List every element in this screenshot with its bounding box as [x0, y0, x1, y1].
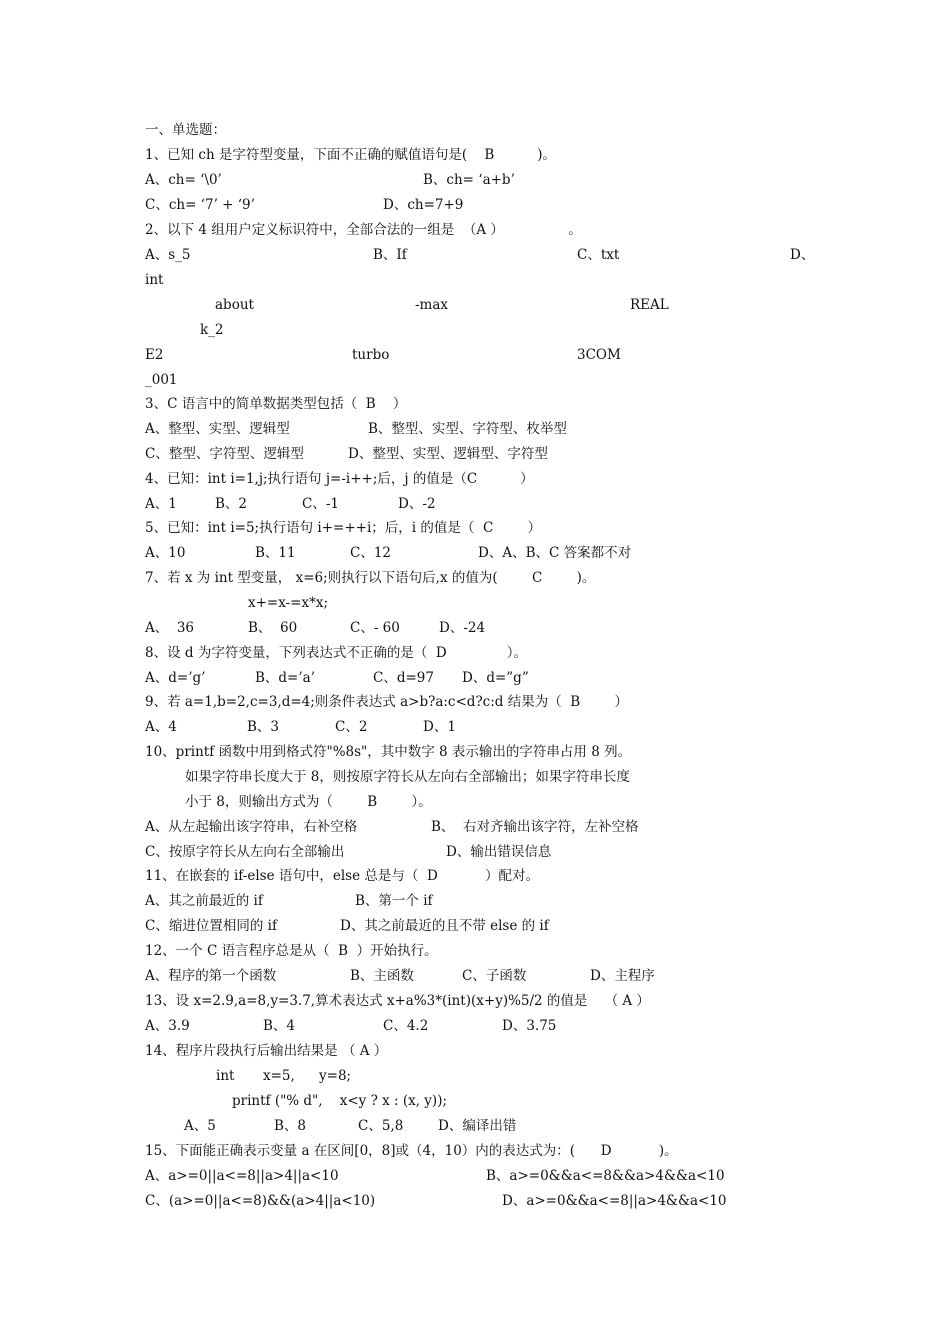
question-4-option: A、1 — [145, 496, 177, 512]
question-1-option-b: B、ch= ‘a+b’ — [423, 172, 515, 188]
question-14-option: B、8 — [274, 1118, 307, 1134]
question-5-option: C、12 — [350, 545, 392, 561]
question-13-option: D、3.75 — [502, 1018, 557, 1034]
question-9-option: C、2 — [335, 719, 368, 735]
question-15-option-a: A、a>=0||a<=8||a>4||a<10 — [145, 1168, 339, 1184]
question-11-option-d: D、其之前最近的且不带 else 的 if — [340, 918, 549, 934]
question-10-option-b: B、 右对齐输出该字符，左补空格 — [431, 819, 639, 835]
question-2-cell: _001 — [145, 372, 178, 388]
question-14-stem: 14、程序片段执行后输出结果是 （ A ） — [145, 1043, 388, 1059]
question-3-option-a: A、整型、实型、逻辑型 — [145, 421, 290, 437]
question-4-option: C、-1 — [302, 496, 339, 512]
question-2-cell: turbo — [352, 347, 390, 363]
question-12-option: D、主程序 — [590, 968, 655, 984]
question-7-option: B、 60 — [248, 620, 298, 636]
question-9-stem: 9、若 a=1,b=2,c=3,d=4;则条件表达式 a>b?a:c<d?c:d 结果为（ B ） — [145, 694, 629, 710]
question-14-code: y=8; — [319, 1068, 352, 1084]
question-13-option: B、4 — [263, 1018, 296, 1034]
question-7-code: x+=x-=x*x; — [248, 595, 329, 611]
question-10-option-a: A、从左起输出该字符串，右补空格 — [145, 819, 358, 835]
question-4-option: B、2 — [215, 496, 248, 512]
question-11-option-a: A、其之前最近的 if — [145, 893, 263, 909]
section-title: 一、单选题： — [145, 122, 226, 138]
question-14-code: x=5, — [263, 1068, 295, 1084]
question-2-cell: B、If — [373, 247, 407, 263]
question-14-code: printf ("% d", x<y ? x : (x, y)); — [232, 1093, 448, 1109]
question-5-stem: 5、已知：int i=5;执行语句 i+=++i；后，i 的值是（ C ） — [145, 520, 542, 536]
question-10-option-d: D、输出错误信息 — [446, 844, 552, 860]
question-14-option: A、5 — [184, 1118, 216, 1134]
question-9-option: A、4 — [145, 719, 177, 735]
question-7-option: A、 36 — [145, 620, 195, 636]
question-3-option-c: C、整型、字符型、逻辑型 — [145, 446, 304, 462]
question-15-stem: 15、下面能正确表示变量 a 在区间[0，8]或（4，10）内的表达式为：( D )。 — [145, 1143, 678, 1159]
question-2-stem: 2、以下 4 组用户定义标识符中，全部合法的一组是 （A ） 。 — [145, 222, 582, 238]
question-9-option: D、1 — [423, 719, 456, 735]
question-1-stem: 1、已知 ch 是字符型变量，下面不正确的赋值语句是( B )。 — [145, 147, 556, 163]
question-3-stem: 3、C 语言中的简单数据类型包括（ B ） — [145, 396, 407, 412]
question-5-option: B、11 — [255, 545, 296, 561]
question-14-option: C、5,8 — [358, 1118, 404, 1134]
question-2-cell: C、txt — [577, 247, 620, 263]
question-9-option: B、3 — [247, 719, 280, 735]
question-8-stem: 8、设 d 为字符变量，下列表达式不正确的是（ D ）。 — [145, 645, 528, 661]
question-2-cell: REAL — [630, 297, 669, 313]
question-15-option-c: C、(a>=0||a<=8)&&(a>4||a<10) — [145, 1193, 376, 1209]
question-2-cell: A、s_5 — [145, 247, 191, 263]
question-15-option-b: B、a>=0&&a<=8&&a>4&&a<10 — [486, 1168, 725, 1184]
question-2-cell: int — [145, 272, 164, 288]
question-8-option: C、d=97 — [373, 670, 434, 686]
question-7-option: D、-24 — [439, 620, 486, 636]
question-11-stem: 11、在嵌套的 if-else 语句中，else 总是与（ D ）配对。 — [145, 868, 540, 884]
question-13-option: A、3.9 — [145, 1018, 190, 1034]
question-3-option-b: B、整型、实型、字符型、枚举型 — [368, 421, 567, 437]
question-3-option-d: D、整型、实型、逻辑型、字符型 — [348, 446, 548, 462]
question-2-cell: E2 — [145, 347, 164, 363]
question-1-option-d: D、ch=7+9 — [383, 197, 464, 213]
question-14-option: D、编译出错 — [438, 1118, 517, 1134]
question-13-option: C、4.2 — [383, 1018, 429, 1034]
question-10-stem: 10、printf 函数中用到格式符"%8s"，其中数字 8 表示输出的字符串占用 8 列。 — [145, 744, 632, 760]
question-8-option: A、d=’g’ — [145, 670, 206, 686]
question-4-stem: 4、已知：int i=1,j;执行语句 j=-i++;后，j 的值是（C ） — [145, 471, 534, 487]
question-2-cell: D、 — [790, 247, 815, 263]
question-8-option: D、d=”g” — [462, 670, 529, 686]
question-13-stem: 13、设 x=2.9,a=8,y=3.7,算术表达式 x+a%3*(int)(x+y)%5/2 的值是 （ A ） — [145, 993, 650, 1009]
question-10-stem-continued: 如果字符串长度大于 8，则按原字符长从左向右全部输出；如果字符串长度 — [185, 769, 630, 785]
question-8-option: B、d=’a’ — [255, 670, 316, 686]
question-11-option-c: C、缩进位置相同的 if — [145, 918, 277, 934]
question-12-stem: 12、一个 C 语言程序总是从（ B ）开始执行。 — [145, 943, 438, 959]
question-7-option: C、- 60 — [350, 620, 400, 636]
question-12-option: C、子函数 — [462, 968, 527, 984]
question-2-cell: k_2 — [200, 322, 224, 338]
question-10-stem-continued: 小于 8，则输出方式为（ B ）。 — [185, 794, 432, 810]
question-12-option: A、程序的第一个函数 — [145, 968, 277, 984]
question-2-cell: about — [215, 297, 254, 313]
question-14-code: int — [216, 1068, 235, 1084]
question-1-option-c: C、ch= ‘7’ + ‘9’ — [145, 197, 255, 213]
question-7-stem: 7、若 x 为 int 型变量， x=6;则执行以下语句后,x 的值为( C )。 — [145, 570, 596, 586]
question-2-cell: 3COM — [577, 347, 621, 363]
question-4-option: D、-2 — [398, 496, 436, 512]
question-11-option-b: B、第一个 if — [355, 893, 433, 909]
question-15-option-d: D、a>=0&&a<=8||a>4&&a<10 — [502, 1193, 727, 1209]
question-5-option: A、10 — [145, 545, 186, 561]
question-1-option-a: A、ch= ‘\0’ — [145, 172, 222, 188]
question-2-cell: -max — [415, 297, 449, 313]
question-5-option: D、A、B、C 答案都不对 — [478, 545, 632, 561]
question-10-option-c: C、按原字符长从左向右全部输出 — [145, 844, 345, 860]
question-12-option: B、主函数 — [350, 968, 414, 984]
